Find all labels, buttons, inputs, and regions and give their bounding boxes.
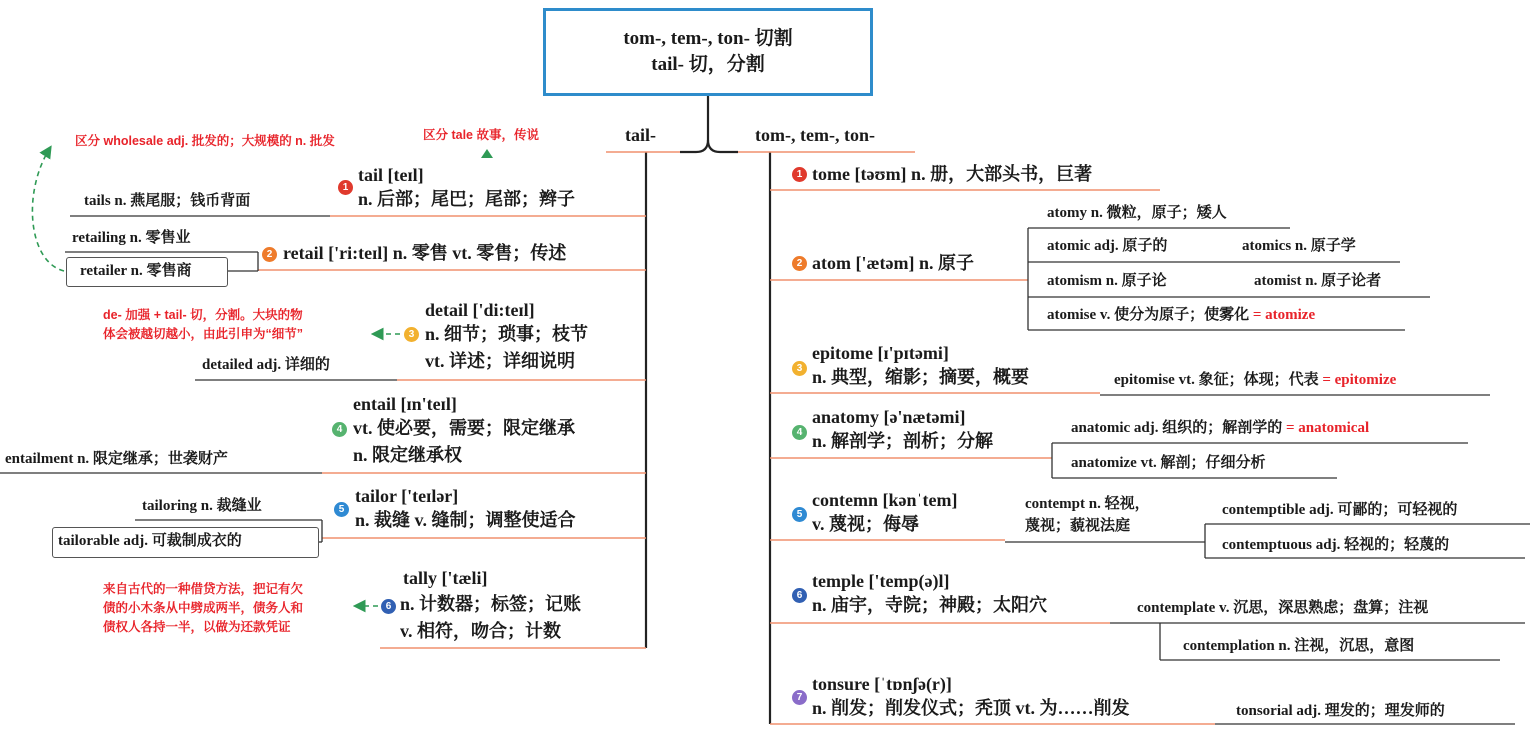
number-badge-5: 5 xyxy=(334,502,349,517)
number-badge-1: 1 xyxy=(792,167,807,182)
retailer-to-wholesale-arrow xyxy=(32,148,64,271)
sub-retailing: retailing n. 零售业 xyxy=(72,230,191,246)
node-anatomy-def: n. 解剖学；剖析；分解 xyxy=(812,431,994,451)
sub-atomism: atomism n. 原子论 xyxy=(1047,273,1167,289)
note-tally xyxy=(103,580,303,637)
number-badge-4: 4 xyxy=(332,422,347,437)
left-branch-label: tail- xyxy=(625,125,656,145)
node-retail: retail ['ri:teɪl] n. 零售 vt. 零售；传述 xyxy=(283,243,567,263)
node-contemn-head: contemn [kənˈtem] xyxy=(812,490,958,510)
sub-contemplation: contemplation n. 注视，沉思，意图 xyxy=(1183,638,1415,654)
node-atom: atom ['ætəm] n. 原子 xyxy=(812,253,974,273)
node-temple-def: n. 庙宇，寺院；神殿；太阳穴 xyxy=(812,595,1048,615)
node-contemn-def: v. 蔑视；侮辱 xyxy=(812,514,920,534)
sub-contempt xyxy=(1025,495,1150,536)
root-line-2: tail- 切，分割 xyxy=(651,54,765,75)
sub-atomise-variant: = atomize xyxy=(1252,307,1316,323)
number-badge-1: 1 xyxy=(338,180,353,195)
node-tailor-head: tailor ['teɪlər] xyxy=(355,486,459,506)
note-detail-line: 体会被越切越小，由此引申为“细节” xyxy=(103,327,304,341)
node-entail-def: vt. 使必要，需要；限定继承 xyxy=(353,418,575,438)
sub-epitomise-variant: = epitomize xyxy=(1322,372,1397,388)
sub-tailorable: tailorable adj. 可裁制成衣的 xyxy=(58,533,242,549)
node-tally-head: tally ['tæli] xyxy=(403,568,488,588)
sub-tonsorial: tonsorial adj. 理发的；理发师的 xyxy=(1236,703,1445,719)
sub-atomist: atomist n. 原子论者 xyxy=(1254,273,1382,289)
node-entail-head: entail [ɪn'teɪl] xyxy=(353,394,457,414)
trunk-lines xyxy=(646,96,770,724)
note-wholesale: 区分 wholesale adj. 批发的；大规模的 n. 批发 xyxy=(75,134,335,148)
number-badge-2: 2 xyxy=(792,256,807,271)
node-detail-def: vt. 详述；详细说明 xyxy=(425,351,575,371)
sub-anatomize: anatomize vt. 解剖；仔细分析 xyxy=(1071,455,1266,471)
sub-epitomise-text: epitomise vt. 象征；体现；代表 xyxy=(1114,372,1319,388)
node-detail-head: detail ['di:teɪl] xyxy=(425,300,535,320)
node-tonsure-def: n. 削发；削发仪式；秃顶 vt. 为……削发 xyxy=(812,698,1130,718)
sub-detailed: detailed adj. 详细的 xyxy=(202,357,330,373)
node-tail-def: n. 后部；尾巴；尾部；辫子 xyxy=(358,189,576,209)
node-tally-def: n. 计数器；标签；记账 xyxy=(400,594,582,614)
sub-anatomic-text: anatomic adj. 组织的；解剖学的 xyxy=(1071,420,1283,436)
number-badge-6: 6 xyxy=(381,599,396,614)
node-tally-def: v. 相符，吻合；计数 xyxy=(400,621,562,641)
node-tome: tome [təʊm] n. 册，大部头书，巨著 xyxy=(812,164,1093,184)
number-badge-3: 3 xyxy=(404,327,419,342)
right-branch-label: tom-, tem-, ton- xyxy=(755,125,875,145)
node-tail-head: tail [teɪl] xyxy=(358,165,424,185)
node-detail-def: n. 细节；琐事；枝节 xyxy=(425,324,589,344)
note-tally-line: 债的小木条从中劈成两半，债务人和 xyxy=(103,601,304,615)
sub-atomise-text: atomise v. 使分为原子；使雾化 xyxy=(1047,307,1250,323)
number-badge-5: 5 xyxy=(792,507,807,522)
sub-anatomic-variant: = anatomical xyxy=(1286,420,1370,436)
node-epitome-def: n. 典型，缩影；摘要，概要 xyxy=(812,367,1030,387)
sub-atomic: atomic adj. 原子的 xyxy=(1047,238,1168,254)
sub-tails: tails n. 燕尾服；钱币背面 xyxy=(84,193,251,209)
sub-anatomic xyxy=(1071,419,1369,438)
tale-note-arrow xyxy=(481,149,493,158)
node-anatomy-head: anatomy [ə'nætəmi] xyxy=(812,407,966,427)
sub-entailment: entailment n. 限定继承；世袭财产 xyxy=(5,451,228,467)
sub-atomics: atomics n. 原子学 xyxy=(1242,238,1356,254)
sub-epitomise xyxy=(1114,371,1396,390)
sub-contemptuous: contemptuous adj. 轻视的；轻蔑的 xyxy=(1222,537,1450,553)
node-tonsure-head: tonsure [ˈtɒnʃə(r)] xyxy=(812,674,952,694)
root-topic xyxy=(543,8,873,96)
sub-atomy: atomy n. 微粒，原子；矮人 xyxy=(1047,205,1227,221)
note-detail xyxy=(103,306,303,344)
root-line-1: tom-, tem-, ton- 切割 xyxy=(623,28,793,49)
node-tailor-def: n. 裁缝 v. 缝制；调整使适合 xyxy=(355,510,576,530)
number-badge-4: 4 xyxy=(792,425,807,440)
sub-contempt-line: 蔑视；藐视法庭 xyxy=(1025,518,1131,534)
sub-contempt-line: contempt n. 轻视， xyxy=(1025,496,1150,512)
note-tally-line: 债权人各持一半，以做为还款凭证 xyxy=(103,620,291,634)
number-badge-2: 2 xyxy=(262,247,277,262)
sub-atomise xyxy=(1047,306,1315,325)
node-epitome-head: epitome [ɪ'pɪtəmi] xyxy=(812,343,949,363)
note-tally-line: 来自古代的一种借贷方法，把记有欠 xyxy=(103,582,304,596)
number-badge-6: 6 xyxy=(792,588,807,603)
number-badge-7: 7 xyxy=(792,690,807,705)
sub-tailoring: tailoring n. 裁缝业 xyxy=(142,498,262,514)
sub-contemptible: contemptible adj. 可鄙的；可轻视的 xyxy=(1222,502,1458,518)
sub-contemplate: contemplate v. 沉思，深思熟虑；盘算；注视 xyxy=(1137,600,1429,616)
sub-retailer: retailer n. 零售商 xyxy=(80,263,192,279)
node-temple-head: temple ['temp(ə)l] xyxy=(812,571,950,591)
note-detail-line: de- 加强 + tail- 切，分割。大块的物 xyxy=(103,308,303,322)
node-entail-def: n. 限定继承权 xyxy=(353,445,463,465)
number-badge-3: 3 xyxy=(792,361,807,376)
note-tale: 区分 tale 故事，传说 xyxy=(423,128,539,142)
